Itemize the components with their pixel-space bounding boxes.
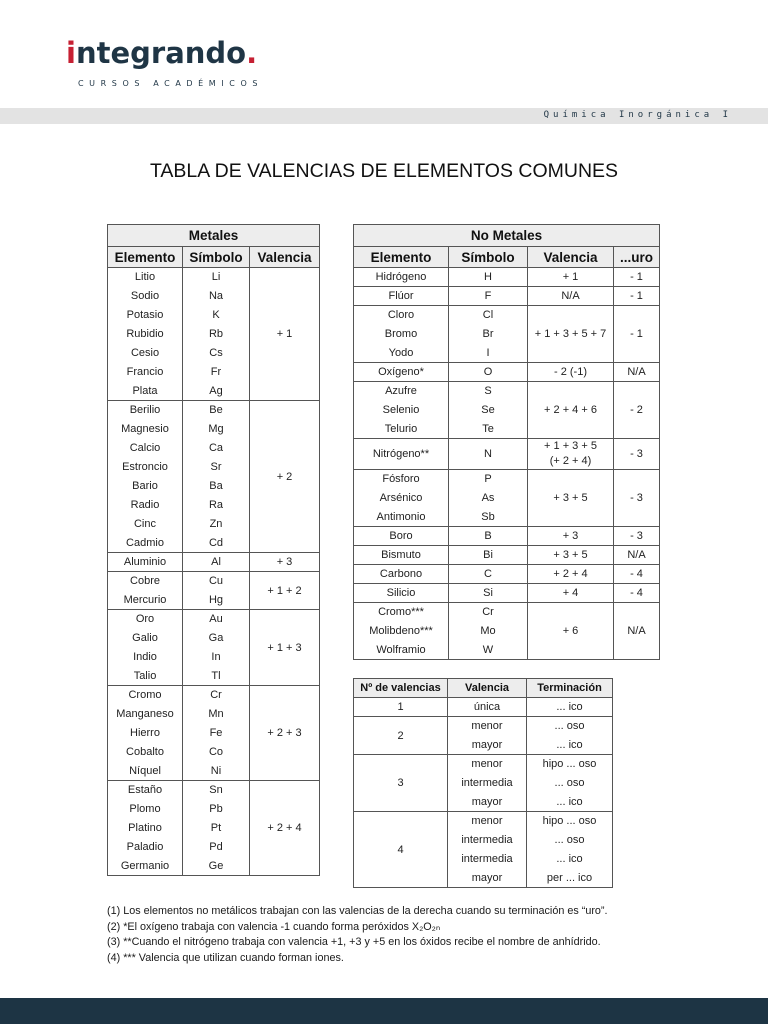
element-name: Galio: [108, 629, 183, 648]
element-name: Selenio: [354, 401, 449, 420]
element-symbol: K: [183, 306, 250, 325]
element-symbol: Mo: [449, 622, 528, 641]
element-name: Telurio: [354, 420, 449, 439]
element-symbol: P: [449, 470, 528, 489]
element-name: Cromo***: [354, 603, 449, 622]
element-valence: + 1 + 3: [250, 610, 320, 686]
element-symbol: Sb: [449, 508, 528, 527]
element-symbol: Cs: [183, 344, 250, 363]
element-name: Potasio: [108, 306, 183, 325]
logo-wordmark: [66, 36, 263, 70]
element-name: Nitrógeno**: [354, 439, 449, 470]
element-name: Molibdeno***: [354, 622, 449, 641]
table-row: [354, 698, 613, 717]
element-symbol: C: [449, 565, 528, 584]
element-symbol: Au: [183, 610, 250, 629]
element-symbol: Sn: [183, 781, 250, 800]
uro-valence: - 1: [614, 287, 660, 306]
subject-bar: [0, 108, 768, 124]
table-row: [108, 610, 320, 629]
element-symbol: S: [449, 382, 528, 401]
element-name: Talio: [108, 667, 183, 686]
table-row: [354, 584, 660, 603]
column-header: Valencia: [448, 679, 527, 698]
page-title: TABLA DE VALENCIAS DE ELEMENTOS COMUNES: [149, 160, 619, 182]
element-name: Berilio: [108, 401, 183, 420]
element-symbol: In: [183, 648, 250, 667]
element-symbol: Tl: [183, 667, 250, 686]
name-ending: ... oso: [527, 774, 613, 793]
valence-line: (+ 2 + 4): [549, 455, 592, 467]
name-ending: ... ico: [527, 736, 613, 755]
valence-kind: intermedia: [448, 774, 527, 793]
element-symbol: Pd: [183, 838, 250, 857]
element-valence: + 4: [528, 584, 614, 603]
element-valence: - 2 (-1): [528, 363, 614, 382]
valence-count: 3: [354, 755, 448, 812]
element-name: Cadmio: [108, 534, 183, 553]
footnotes: [107, 904, 608, 966]
uro-valence: - 3: [614, 470, 660, 527]
column-header: Valencia: [250, 247, 320, 268]
element-symbol: Li: [183, 268, 250, 287]
element-name: Sodio: [108, 287, 183, 306]
element-name: Oro: [108, 610, 183, 629]
element-symbol: Ga: [183, 629, 250, 648]
valence-kind: intermedia: [448, 850, 527, 869]
footnote: (4) *** Valencia que utilizan cuando forman iones.: [107, 951, 344, 964]
uro-valence: N/A: [614, 363, 660, 382]
element-name: Níquel: [108, 762, 183, 781]
valence-kind: única: [448, 698, 527, 717]
table-row: [354, 755, 613, 774]
element-valence: + 6: [528, 603, 614, 660]
element-valence: + 2 + 4 + 6: [528, 382, 614, 439]
element-name: Platino: [108, 819, 183, 838]
subject-label: Química Inorgánica I: [543, 110, 732, 120]
element-name: Plomo: [108, 800, 183, 819]
element-symbol: Ra: [183, 496, 250, 515]
element-name: Cromo: [108, 686, 183, 705]
element-symbol: Ca: [183, 439, 250, 458]
element-name: Calcio: [108, 439, 183, 458]
element-name: Antimonio: [354, 508, 449, 527]
table-row: [108, 553, 320, 572]
table-row: [108, 781, 320, 800]
element-symbol: W: [449, 641, 528, 660]
element-symbol: N: [449, 439, 528, 470]
column-header: Elemento: [108, 247, 183, 268]
logo-subtitle: CURSOS ACADÉMICOS: [78, 79, 264, 88]
element-valence: + 2: [250, 401, 320, 553]
element-symbol: Si: [449, 584, 528, 603]
element-symbol: Fr: [183, 363, 250, 382]
element-name: Fósforo: [354, 470, 449, 489]
element-symbol: B: [449, 527, 528, 546]
column-header: Valencia: [528, 247, 614, 268]
logo-text: ntegrando: [75, 36, 247, 70]
metals-table: [107, 224, 320, 876]
uro-valence: N/A: [614, 546, 660, 565]
element-symbol: Mg: [183, 420, 250, 439]
uro-valence: - 4: [614, 565, 660, 584]
element-name: Manganeso: [108, 705, 183, 724]
valence-count: 1: [354, 698, 448, 717]
valence-kind: intermedia: [448, 831, 527, 850]
uro-valence: - 1: [614, 306, 660, 363]
element-symbol: Al: [183, 553, 250, 572]
element-valence: + 1: [250, 268, 320, 401]
table-row: [354, 546, 660, 565]
element-valence: + 3 + 5: [528, 546, 614, 565]
table-row: [354, 470, 660, 489]
element-name: Oxígeno*: [354, 363, 449, 382]
element-valence: + 1: [528, 268, 614, 287]
element-name: Radio: [108, 496, 183, 515]
element-symbol: Br: [449, 325, 528, 344]
element-name: Plata: [108, 382, 183, 401]
uro-valence: - 4: [614, 584, 660, 603]
element-symbol: As: [449, 489, 528, 508]
element-valence: + 2 + 4: [250, 781, 320, 876]
element-valence: [528, 439, 614, 470]
valence-kind: menor: [448, 812, 527, 831]
element-name: Yodo: [354, 344, 449, 363]
valence-kind: menor: [448, 717, 527, 736]
name-ending: ... oso: [527, 831, 613, 850]
name-ending: ... ico: [527, 698, 613, 717]
column-header: Terminación: [527, 679, 613, 698]
element-symbol: H: [449, 268, 528, 287]
element-name: Mercurio: [108, 591, 183, 610]
nonmetals-heading: No Metales: [354, 225, 660, 247]
name-ending: hipo ... oso: [527, 812, 613, 831]
table-row: [354, 812, 613, 831]
valence-line: + 1 + 3 + 5: [544, 440, 597, 452]
element-name: Arsénico: [354, 489, 449, 508]
element-valence: + 3: [250, 553, 320, 572]
element-name: Magnesio: [108, 420, 183, 439]
table-row: [108, 268, 320, 287]
element-symbol: I: [449, 344, 528, 363]
column-header: Símbolo: [183, 247, 250, 268]
element-symbol: Cd: [183, 534, 250, 553]
table-row: [354, 363, 660, 382]
valence-naming-table: [353, 678, 613, 888]
table-row: [354, 268, 660, 287]
table-row: [354, 527, 660, 546]
valence-kind: menor: [448, 755, 527, 774]
element-name: Litio: [108, 268, 183, 287]
element-name: Estroncio: [108, 458, 183, 477]
element-name: Flúor: [354, 287, 449, 306]
element-symbol: Bi: [449, 546, 528, 565]
element-name: Bromo: [354, 325, 449, 344]
element-valence: + 1 + 3 + 5 + 7: [528, 306, 614, 363]
table-row: [108, 572, 320, 591]
element-symbol: Ag: [183, 382, 250, 401]
element-name: Bismuto: [354, 546, 449, 565]
element-name: Cobre: [108, 572, 183, 591]
column-header: Elemento: [354, 247, 449, 268]
footnote: (2) *El oxígeno trabaja con valencia -1 cuando forma peróxidos X₂O₂ₙ: [107, 920, 441, 933]
footer-bar: [0, 998, 768, 1024]
uro-valence: - 3: [614, 527, 660, 546]
column-header: Símbolo: [449, 247, 528, 268]
element-name: Indio: [108, 648, 183, 667]
element-symbol: F: [449, 287, 528, 306]
element-name: Estaño: [108, 781, 183, 800]
element-name: Francio: [108, 363, 183, 382]
element-name: Rubidio: [108, 325, 183, 344]
uro-valence: N/A: [614, 603, 660, 660]
element-symbol: Hg: [183, 591, 250, 610]
element-name: Hierro: [108, 724, 183, 743]
element-symbol: Cl: [449, 306, 528, 325]
logo-initial: i: [66, 36, 76, 70]
element-symbol: Cu: [183, 572, 250, 591]
element-name: Aluminio: [108, 553, 183, 572]
column-header: ...uro: [614, 247, 660, 268]
element-symbol: Mn: [183, 705, 250, 724]
element-symbol: Sr: [183, 458, 250, 477]
element-name: Paladio: [108, 838, 183, 857]
element-symbol: Be: [183, 401, 250, 420]
uro-valence: - 1: [614, 268, 660, 287]
element-name: Cinc: [108, 515, 183, 534]
element-valence: + 2 + 3: [250, 686, 320, 781]
element-symbol: Pb: [183, 800, 250, 819]
element-name: Bario: [108, 477, 183, 496]
element-symbol: Pt: [183, 819, 250, 838]
element-name: Cesio: [108, 344, 183, 363]
element-name: Boro: [354, 527, 449, 546]
valence-kind: mayor: [448, 793, 527, 812]
element-valence: N/A: [528, 287, 614, 306]
valence-count: 2: [354, 717, 448, 755]
table-row: [108, 686, 320, 705]
element-name: Cobalto: [108, 743, 183, 762]
logo-dot: .: [246, 36, 258, 70]
element-valence: + 3 + 5: [528, 470, 614, 527]
element-valence: + 2 + 4: [528, 565, 614, 584]
valence-kind: mayor: [448, 736, 527, 755]
element-symbol: Te: [449, 420, 528, 439]
name-ending: ... ico: [527, 793, 613, 812]
element-name: Hidrógeno: [354, 268, 449, 287]
name-ending: per ... ico: [527, 869, 613, 888]
name-ending: ... oso: [527, 717, 613, 736]
element-symbol: Ge: [183, 857, 250, 876]
element-symbol: Fe: [183, 724, 250, 743]
nonmetals-table: [353, 224, 660, 660]
valence-count: 4: [354, 812, 448, 888]
table-row: [354, 717, 613, 736]
table-row: [108, 401, 320, 420]
table-row: [354, 287, 660, 306]
column-header: Nº de valencias: [354, 679, 448, 698]
element-name: Cloro: [354, 306, 449, 325]
table-row: [354, 306, 660, 325]
footnote: (3) **Cuando el nitrógeno trabaja con valencia +1, +3 y +5 en los óxidos recibe el nombre de anhídrido.: [107, 936, 601, 948]
table-row: [354, 565, 660, 584]
element-symbol: Ni: [183, 762, 250, 781]
element-name: Carbono: [354, 565, 449, 584]
element-valence: + 1 + 2: [250, 572, 320, 610]
name-ending: ... ico: [527, 850, 613, 869]
element-name: Wolframio: [354, 641, 449, 660]
uro-valence: - 3: [614, 439, 660, 470]
element-name: Silicio: [354, 584, 449, 603]
element-symbol: Se: [449, 401, 528, 420]
logo: [66, 36, 263, 88]
table-row: [354, 439, 660, 470]
element-symbol: Rb: [183, 325, 250, 344]
table-row: [354, 382, 660, 401]
element-symbol: Na: [183, 287, 250, 306]
metals-heading: Metales: [108, 225, 320, 247]
element-symbol: Co: [183, 743, 250, 762]
valence-kind: mayor: [448, 869, 527, 888]
name-ending: hipo ... oso: [527, 755, 613, 774]
element-symbol: Zn: [183, 515, 250, 534]
element-symbol: Ba: [183, 477, 250, 496]
element-symbol: Cr: [449, 603, 528, 622]
element-symbol: Cr: [183, 686, 250, 705]
element-valence: + 3: [528, 527, 614, 546]
element-symbol: O: [449, 363, 528, 382]
element-name: Azufre: [354, 382, 449, 401]
uro-valence: - 2: [614, 382, 660, 439]
element-name: Germanio: [108, 857, 183, 876]
table-row: [354, 603, 660, 622]
footnote: (1) Los elementos no metálicos trabajan con las valencias de la derecha cuando su terminación es “uro”.: [107, 905, 608, 917]
